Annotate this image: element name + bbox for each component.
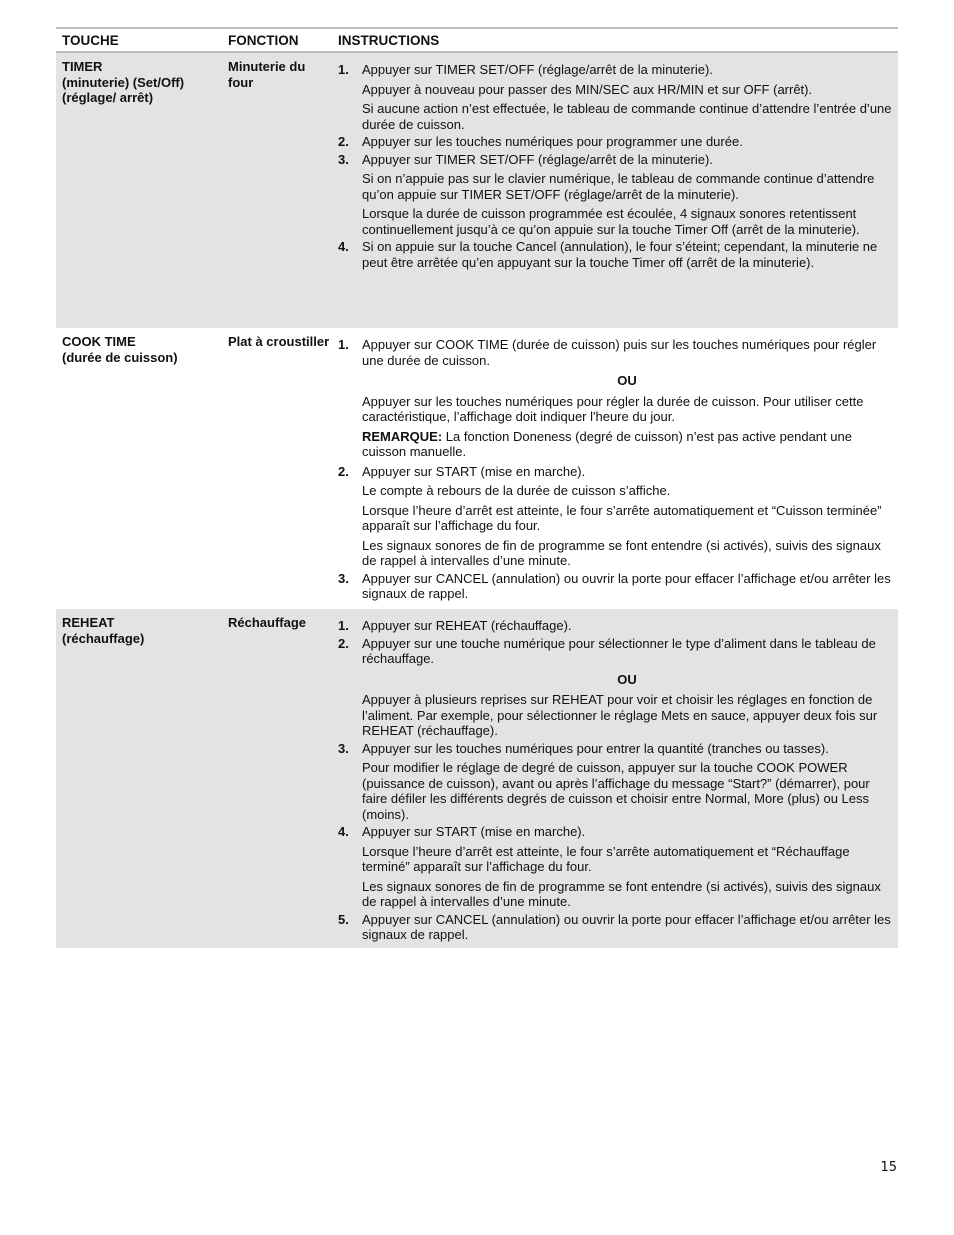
function-cell: Minuterie du four	[228, 59, 306, 90]
table-row-timer	[56, 53, 898, 328]
step-note: Lorsque l’heure d’arrêt est atteinte, le four s’arrête automatiquement et “Cuisson terminée” apparaît sur l’affichage du four.	[362, 502, 882, 533]
function-cell: Réchauffage	[228, 615, 307, 630]
step-number: 4.	[338, 239, 349, 254]
step-note: Appuyer sur les touches numériques pour régler la durée de cuisson. Pour utiliser cette caractéristique, l’affichage doit indiquer l'heure du jour.	[362, 393, 864, 424]
table-header	[56, 29, 898, 53]
step-text: Appuyer sur REHEAT (réchauffage).	[362, 618, 572, 633]
step-text: Appuyer sur TIMER SET/OFF (réglage/arrêt de la minuterie).	[362, 62, 713, 77]
function-cell: Plat à croustiller	[228, 334, 330, 349]
key-name: TIMER	[62, 59, 103, 74]
step-note: Lorsque l’heure d’arrêt est atteinte, le four s’arrête automatiquement et “Réchauffage terminé” apparaît sur l’affichage du four.	[362, 843, 850, 874]
header-instructions: INSTRUCTIONS	[338, 32, 440, 48]
step-note: Appuyer à nouveau pour passer des MIN/SEC aux HR/MIN et sur OFF (arrêt).	[362, 81, 813, 97]
step-note: Pour modifier le réglage de degré de cuisson, appuyer sur la touche COOK POWER (puissance de cuisson), avant ou après l’affichage du message “Start?” (démarrer), pour faire défiler les différents degrés de cuisson et choisir entre Normal, More (plus) ou Less (moins).	[362, 760, 870, 822]
step-text: Appuyer sur START (mise en marche).	[362, 824, 586, 839]
table-row-reheat	[56, 609, 898, 948]
step	[338, 134, 892, 150]
step	[338, 912, 892, 943]
step	[338, 741, 892, 757]
key-subtitle: (réglage/ arrêt)	[62, 90, 154, 105]
step	[338, 636, 892, 667]
key-name: COOK TIME	[62, 334, 136, 349]
header-touche: TOUCHE	[62, 32, 119, 48]
step-number: 4.	[338, 824, 349, 839]
or-separator: OU	[617, 671, 637, 687]
step-number: 2.	[338, 463, 349, 479]
step-number: 3.	[338, 151, 349, 167]
step-number: 5.	[338, 911, 349, 927]
key-subtitle: (minuterie) (Set/Off)	[62, 74, 185, 90]
step-note: Les signaux sonores de fin de programme se font entendre (si activés), suivis des signaux de rappel à intervalles d’une minute.	[362, 537, 881, 568]
step-number: 1.	[338, 618, 349, 633]
key-cell	[56, 53, 222, 328]
step-number: 3.	[338, 570, 349, 586]
key-name: REHEAT	[62, 615, 115, 630]
step-text: Appuyer sur les touches numériques pour programmer une durée.	[362, 134, 743, 149]
step	[338, 618, 892, 634]
instructions-cell	[332, 328, 898, 609]
instructions-table	[56, 27, 898, 948]
step	[338, 571, 892, 602]
step-note: Le compte à rebours de la durée de cuisson s’affiche.	[362, 483, 671, 498]
step	[338, 824, 892, 840]
step	[338, 337, 892, 368]
step-text: Appuyer sur START (mise en marche).	[362, 463, 586, 479]
step	[338, 152, 892, 168]
step-text: Appuyer sur COOK TIME (durée de cuisson) puis sur les touches numériques pour régler une durée de cuisson.	[362, 337, 877, 368]
remark-label: REMARQUE:	[362, 428, 443, 444]
instructions-cell	[332, 609, 898, 948]
step-note: Les signaux sonores de fin de programme se font entendre (si activés), suivis des signaux de rappel à intervalles d’une minute.	[362, 878, 881, 909]
step-number: 2.	[338, 635, 349, 651]
key-cell	[56, 328, 222, 609]
step-number: 3.	[338, 740, 349, 756]
remark-note	[338, 429, 892, 460]
step-text: Appuyer sur CANCEL (annulation) ou ouvrir la porte pour effacer l’affichage et/ou arrêter les signaux de rappel.	[362, 570, 891, 601]
step-text: Appuyer sur CANCEL (annulation) ou ouvrir la porte pour effacer l’affichage et/ou arrêter les signaux de rappel.	[362, 911, 891, 942]
step-note: Si aucune action n’est effectuée, le tableau de commande continue d’attendre l’entrée d’une durée de cuisson.	[362, 101, 892, 132]
step-number: 2.	[338, 134, 349, 149]
key-subtitle: (durée de cuisson)	[62, 349, 178, 365]
instructions-cell	[332, 53, 898, 328]
remark-text: La fonction Doneness (degré de cuisson) n’est pas active pendant une cuisson manuelle.	[362, 428, 852, 459]
step-text: Si on appuie sur la touche Cancel (annulation), le four s’éteint; cependant, la minuterie ne peut être arrêtée qu’en appuyant sur la touche Timer off (arrêt de la minuterie).	[362, 239, 878, 270]
or-separator: OU	[617, 373, 637, 388]
step-text: Appuyer sur TIMER SET/OFF (réglage/arrêt de la minuterie).	[362, 151, 713, 167]
step-note: Lorsque la durée de cuisson programmée est écoulée, 4 signaux sonores retentissent continuellement jusqu’à ce qu’on appuie sur la touche Timer Off (arrêt de la minuterie).	[362, 206, 860, 237]
step-number: 1.	[338, 62, 349, 77]
step-note: Appuyer à plusieurs reprises sur REHEAT pour voir et choisir les réglages en fonction de l’aliment. Par exemple, pour sélectionner le réglage Mets en sauce, appuyer deux fois sur REHEAT (réchauffage).	[362, 692, 878, 738]
step	[338, 464, 892, 480]
step-number: 1.	[338, 337, 349, 352]
key-cell	[56, 609, 222, 948]
step	[338, 239, 892, 270]
header-fonction: FONCTION	[228, 32, 299, 48]
page-number: 15	[880, 1160, 897, 1175]
step-text: Appuyer sur une touche numérique pour sélectionner le type d’aliment dans le tableau de réchauffage.	[362, 635, 876, 666]
step-text: Appuyer sur les touches numériques pour entrer la quantité (tranches ou tasses).	[362, 740, 829, 756]
key-subtitle: (réchauffage)	[62, 630, 145, 646]
step-note: Si on n’appuie pas sur le clavier numérique, le tableau de commande continue d’attendre qu’on appuie sur TIMER SET/OFF (réglage/arrêt de la minuterie).	[362, 171, 875, 202]
table-row-cook-time	[56, 328, 898, 609]
step	[338, 62, 892, 78]
